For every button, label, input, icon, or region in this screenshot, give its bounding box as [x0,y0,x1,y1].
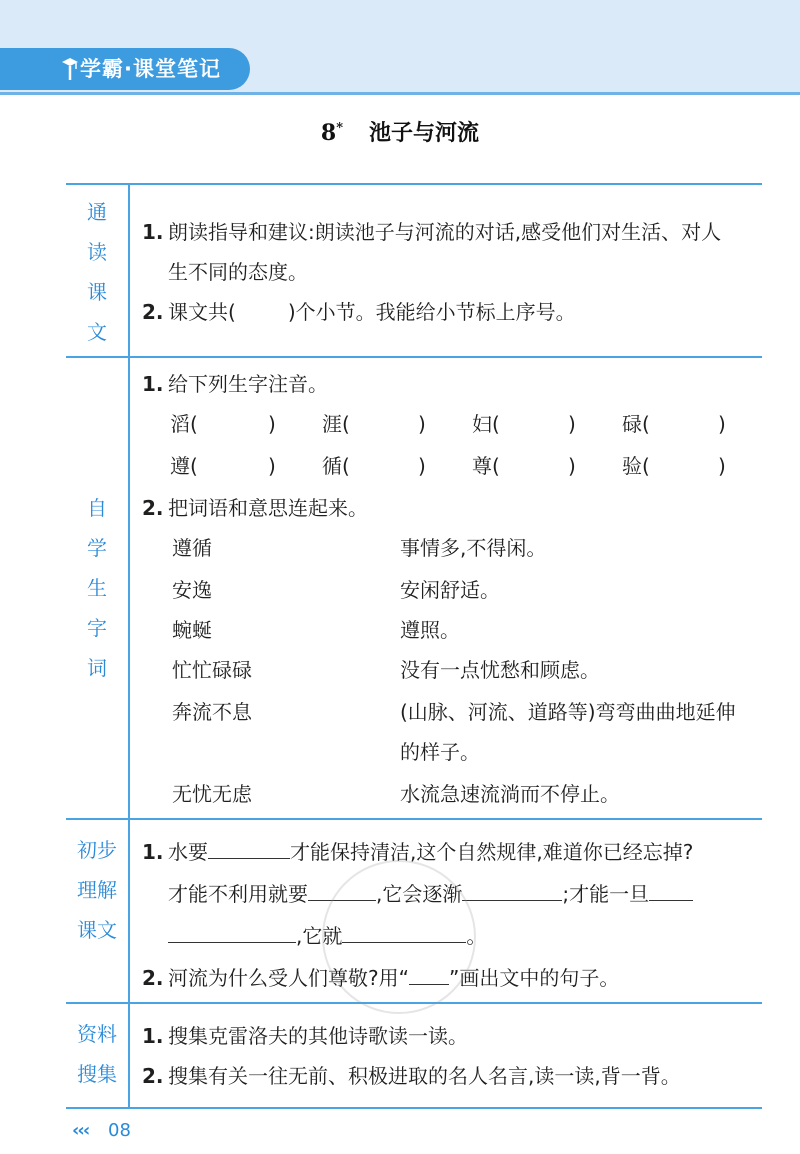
pinyin-item: 涯( [322,412,350,436]
match-word[interactable]: 无忧无虑 [172,782,252,806]
pinyin-item: 验( [622,454,650,478]
read-item-1-cont: 生不同的态度。 [168,260,308,284]
pinyin-close: ) [418,454,426,478]
fill-blank[interactable] [168,920,296,943]
match-meaning[interactable]: 没有一点忧愁和顾虑。 [400,658,600,682]
match-word[interactable]: 安逸 [172,578,212,602]
pinyin-item: 尊( [472,454,500,478]
brand-tab [0,48,250,90]
match-meaning-cont: 的样子。 [400,740,480,764]
lesson-number: 8 [320,120,337,146]
understand-q1-line3: ,它就 。 [168,920,486,950]
lesson-name: 池子与河流 [369,120,480,146]
pinyin-close: ) [718,412,726,436]
graduate-icon [60,56,80,82]
rule-2 [66,818,762,820]
match-meaning[interactable]: 水流急速流淌而不停止。 [400,782,620,806]
understand-q1-line2: 才能不利用就要 ,它会逐渐 ;才能一旦 [168,878,693,908]
rule-1 [66,356,762,358]
rule-bottom [66,1107,762,1109]
words-q1: 1. 给下列生字注音。 [142,372,328,396]
lesson-star: * [336,120,344,136]
read-item-1: 1. 朗读指导和建议:朗读池子与河流的对话,感受他们对生活、对人 [142,220,722,244]
understand-q1-line1: 1. 水要 才能保持清洁,这个自然规律,难道你已经忘掉? [142,836,693,866]
header-divider [0,92,800,95]
pinyin-close: ) [568,454,576,478]
match-meaning[interactable]: 事情多,不得闲。 [400,536,547,560]
match-word[interactable]: 奔流不息 [172,700,252,724]
page-number: 08 [108,1120,131,1141]
fill-blank[interactable] [208,836,290,859]
pinyin-item: 滔( [170,412,198,436]
collect-item-2: 2. 搜集有关一往无前、积极进取的名人名言,读一读,背一背。 [142,1064,681,1088]
back-arrows-icon: ‹‹‹ [72,1120,89,1141]
pinyin-item: 碌( [622,412,650,436]
pinyin-item: 遵( [170,454,198,478]
column-divider [128,183,130,1107]
match-meaning[interactable]: (山脉、河流、道路等)弯弯曲曲地延伸 [400,700,736,724]
fill-blank[interactable] [649,878,693,901]
understand-q2: 2. 河流为什么受人们尊敬?用“ ”画出文中的句子。 [142,962,619,992]
pinyin-close: ) [268,454,276,478]
pinyin-close: ) [268,412,276,436]
section-label-collect: 资料 搜集 [77,1022,117,1086]
section-label-words: 自 学 生 字 词 [87,496,107,680]
match-meaning[interactable]: 遵照。 [400,618,460,642]
match-meaning[interactable]: 安闲舒适。 [400,578,500,602]
pinyin-close: ) [568,412,576,436]
watermark-stamp [322,860,476,1014]
match-word[interactable]: 忙忙碌碌 [172,658,252,682]
section-label-understand: 初步 理解 课文 [77,838,117,942]
pinyin-close: ) [418,412,426,436]
match-word[interactable]: 遵循 [172,536,212,560]
section-label-read: 通 读 课 文 [87,200,107,344]
rule-top [66,183,762,185]
match-word[interactable]: 蜿蜒 [172,618,212,642]
fill-blank[interactable] [462,878,562,901]
words-q2: 2. 把词语和意思连起来。 [142,496,368,520]
pinyin-item: 妇( [472,412,500,436]
read-item-2: 2. 课文共( )个小节。我能给小节标上序号。 [142,300,576,324]
pinyin-item: 循( [322,454,350,478]
brand-title: 学霸·课堂笔记 [80,57,221,81]
collect-item-1: 1. 搜集克雷洛夫的其他诗歌读一读。 [142,1024,468,1048]
pinyin-close: ) [718,454,726,478]
lesson-title [0,116,800,147]
